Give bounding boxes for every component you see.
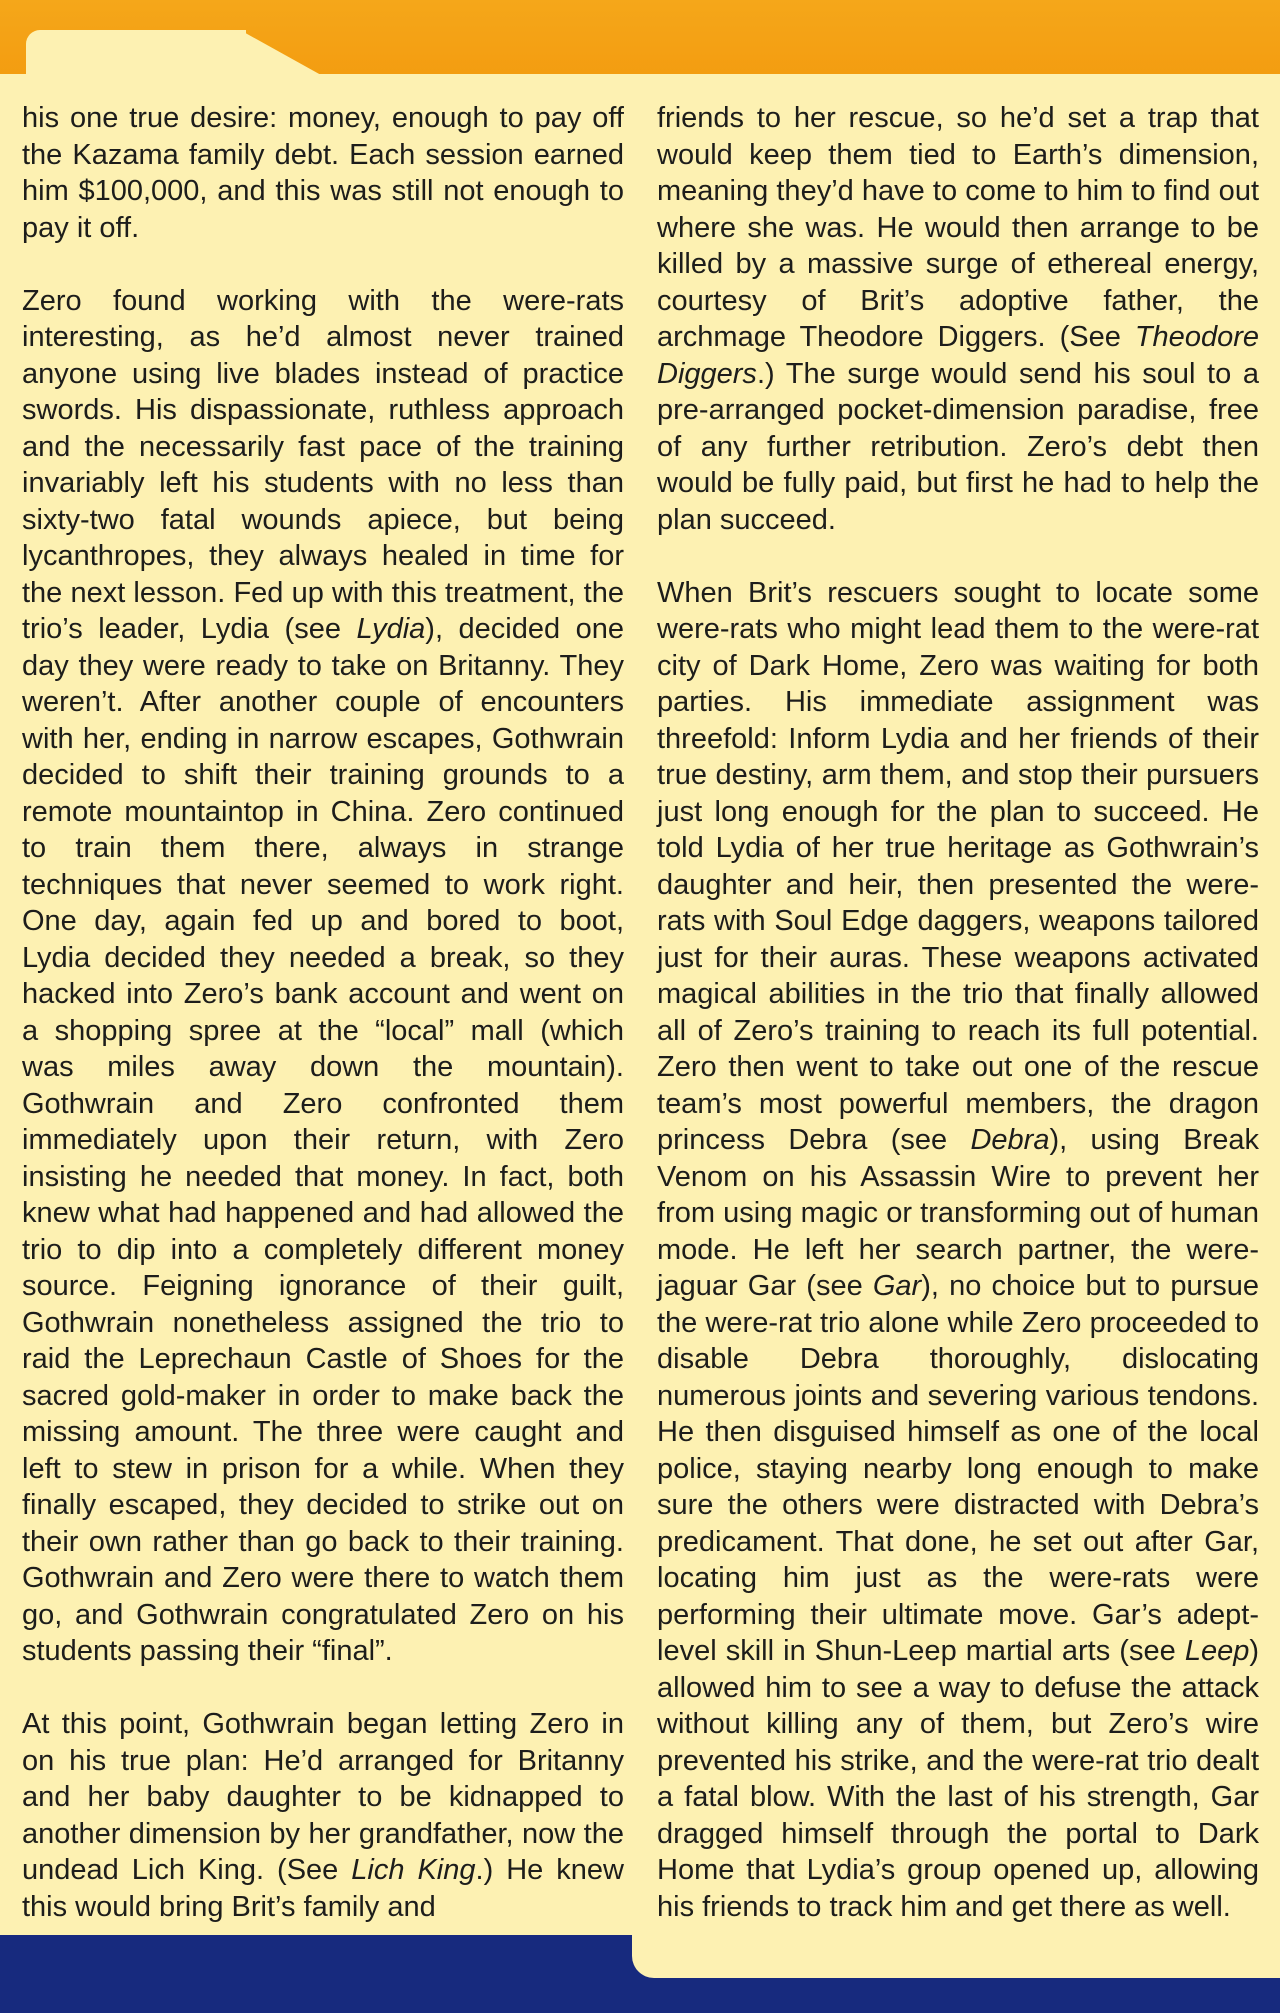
- cross-reference: Gar: [872, 1270, 922, 1302]
- paragraph: Zero found working with the were-rats interesting, as he’d almost never trained anyone using live blades instead of practice swords. His dispassionate, ruthless approach and the necessarily fast pace of the training invariably left his students with no less than sixty-two fatal wounds apiece, but being lycanthropes, they always healed in time for the next lesson. Fed up with this treatment, the trio’s leader, Lydia (see Lydia), decided one day they were ready to take on Britanny. They weren’t. After another couple of encounters with her, ending in narrow escapes, Gothwrain decided to shift their training grounds to a remote mountaintop in China. Zero continued to train them there, always in strange techniques that never seemed to work right. One day, again fed up and bored to boot, Lydia decided they needed a break, so they hacked into Zero’s bank account and went on a shopping spree at the “local” mall (which was miles away down the mountain). Gothwrain and Zero confronted them immediately upon their return, with Zero insisting he needed that money. In fact, both knew what had happened and had allowed the trio to dip into a completely different money source. Feigning ignorance of their guilt, Gothwrain nonetheless assigned the trio to raid the Leprechaun Castle of Shoes for the sacred gold-maker in order to make back the missing amount. The three were caught and left to stew in prison for a while. When they finally escaped, they decided to strike out on their own rather than go back to their training. Gothwrain and Zero were there to watch them go, and Gothwrain congratulated Zero on his students passing their “final”.: [22, 284, 624, 1667]
- cross-reference: Theodore Diggers: [657, 321, 1259, 390]
- paragraph: When Brit’s rescuers sought to locate some were-rats who might lead them to the were-rat city of Dark Home, Zero was waiting for both parties. His immediate assignment was threefold: Inform Lydia and her friends of their true destiny, arm them, and stop their pursuers just long enough for the plan to succeed. He told Lydia of her true heritage as Gothwrain’s daughter and heir, then presented the were-rats with Soul Edge daggers, weapons tailored just for their auras. These weapons activated magical abilities in the trio that finally allowed all of Zero’s training to reach its full potential. Zero then went to take out one of the rescue team’s most powerful members, the dragon princess Debra (see Debra), using Break Venom on his Assassin Wire to prevent her from using magic or transforming out of human mode. He left her search partner, the were-jaguar Gar (see Gar), no choice but to pursue the were-rat trio alone while Zero proceeded to disable Debra thoroughly, dislocating numerous joints and severing various tendons. He then disguised himself as one of the local police, staying nearby long enough to make sure the others were distracted with Debra’s predicament. That done, he set out after Gar, locating him just as the were-rats were performing their ultimate move. Gar’s adept-level skill in Shun-Leep martial arts (see Leep) allowed him to see a way to defuse the attack without killing any of them, but Zero’s wire prevented his strike, and the were-rat trio dealt a fatal blow. With the last of his strength, Gar dragged himself through the portal to Dark Home that Lydia’s group opened up, allowing his friends to track him and get there as well.: [657, 576, 1259, 1923]
- paragraph: his one true desire: money, enough to pay off the Kazama family debt. Each session earned him $100,000, and this was still not enough to pay it off.: [22, 102, 624, 244]
- left-column: [22, 100, 624, 1925]
- paragraph: At this point, Gothwrain began letting Zero in on his true plan: He’d arranged for Britanny and her baby daughter to be kidnapped to another dimension by her grandfather, now the undead Lich King. (See Lich King.) He knew this would bring Brit’s family and: [22, 1708, 624, 1923]
- cross-reference: Lich King: [351, 1854, 476, 1886]
- cross-reference: Lydia: [356, 613, 426, 645]
- right-column: [657, 100, 1259, 1925]
- folder-tab-slope: [240, 30, 330, 80]
- cross-reference: Leep: [1184, 1635, 1250, 1667]
- cross-reference: Debra: [970, 1124, 1050, 1156]
- paragraph: friends to her rescue, so he’d set a trap that would keep them tied to Earth’s dimension, meaning they’d have to come to him to find out where she was. He would then arrange to be killed by a massive surge of ethereal energy, courtesy of Brit’s adoptive father, the archmage Theodore Diggers. (See Theodore Diggers.) The surge would send his soul to a pre-arranged pocket-dimension paradise, free of any further retribution. Zero’s debt then would be fully paid, but first he had to help the plan succeed.: [657, 102, 1259, 536]
